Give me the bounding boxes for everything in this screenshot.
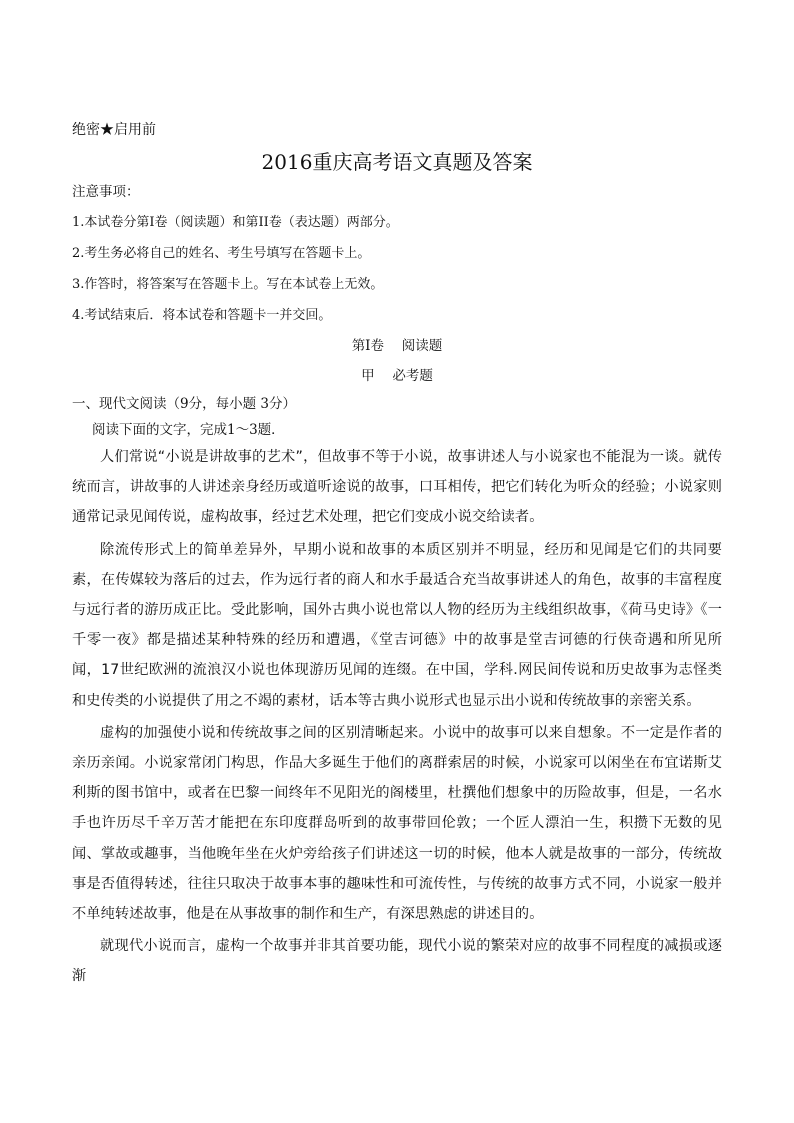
volume-sub-label: 甲 必考题 — [361, 368, 433, 384]
notice-item: 2.考生务必将自己的姓名、考生号填写在答题卡上。 — [72, 246, 371, 261]
section-heading: 一、现代文阅读（9分，每小题 3分） — [72, 396, 296, 412]
passage-paragraph: 除流传形式上的简单差异外，早期小说和故事的本质区别并不明显，经历和见闻是它们的共同要素，在传媒较为落后的过去，作为远行者的商人和水手最适合充当故事讲述人的角色，故事的丰富程度与远行者的游历成正比。受此影响，国外古典小说也常以人物的经历为主线组织故事，《荷马史诗》《一千零一夜》都是描述某种特殊的经历和遭遇，《堂吉诃德》中的故事是堂吉诃德的行侠奇遇和所见所闻，17世纪欧洲的流浪汉小说也体现游历见闻的连缀。在中国，学科.网民间传说和历史故事为志怪类和史传类的小说提供了用之不竭的素材，话本等古典小说形式也显示出小说和传统故事的亲密关系。 — [72, 541, 722, 709]
notice-item: 4.考试结束后．将本试卷和答题卡一并交回。 — [72, 308, 332, 323]
notice-heading: 注意事项： — [72, 184, 140, 200]
passage-paragraph: 人们常说“小说是讲故事的艺术”，但故事不等于小说，故事讲述人与小说家也不能混为一谈。就传统而言，讲故事的人讲述亲身经历或道听途说的故事，口耳相传，把它们转化为听众的经验；小说家则通常记录见闻传说，虚构故事，经过艺术处理，把它们变成小说交给读者。 — [72, 449, 722, 526]
passage-paragraph: 就现代小说而言，虚构一个故事并非其首要功能，现代小说的繁荣对应的故事不同程度的减损或逐渐 — [72, 938, 722, 985]
page-title: 2016重庆高考语文真题及答案 — [261, 150, 533, 174]
confidential-mark: 绝密★启用前 — [72, 122, 156, 138]
notice-item: 1.本试卷分第I卷（阅读题）和第II卷（表达题）两部分。 — [72, 215, 399, 230]
passage-paragraph: 虚构的加强使小说和传统故事之间的区别清晰起来。小说中的故事可以来自想象。不一定是作者的亲历亲闻。小说家常闭门构思，作品大多诞生于他们的离群索居的时候，小说家可以闲坐在布宜诺斯艾利斯的图书馆中，或者在巴黎一间终年不见阳光的阁楼里，杜撰他们想象中的历险故事，但是，一名水手也许历尽千辛万苦才能把在东印度群岛听到的故事带回伦敦；一个匠人漂泊一生，积攒下无数的见闻、掌故或趣事，当他晚年坐在火炉旁给孩子们讲述这一切的时候，他本人就是故事的一部分，传统故事是否值得转述，往往只取决于故事本事的趣味性和可流传性，与传统的故事方式不同，小说家一般并不单纯转述故事，他是在从事故事的制作和生产，有深思熟虑的讲述目的。 — [72, 724, 722, 923]
exam-page — [72, 120, 722, 992]
section-instruction: 阅读下面的文字，完成1～3题． — [92, 422, 285, 438]
volume-label: 第I卷 阅读题 — [351, 338, 443, 354]
notice-item: 3.作答时，将答案写在答题卡上。写在本试卷上无效。 — [72, 277, 384, 292]
